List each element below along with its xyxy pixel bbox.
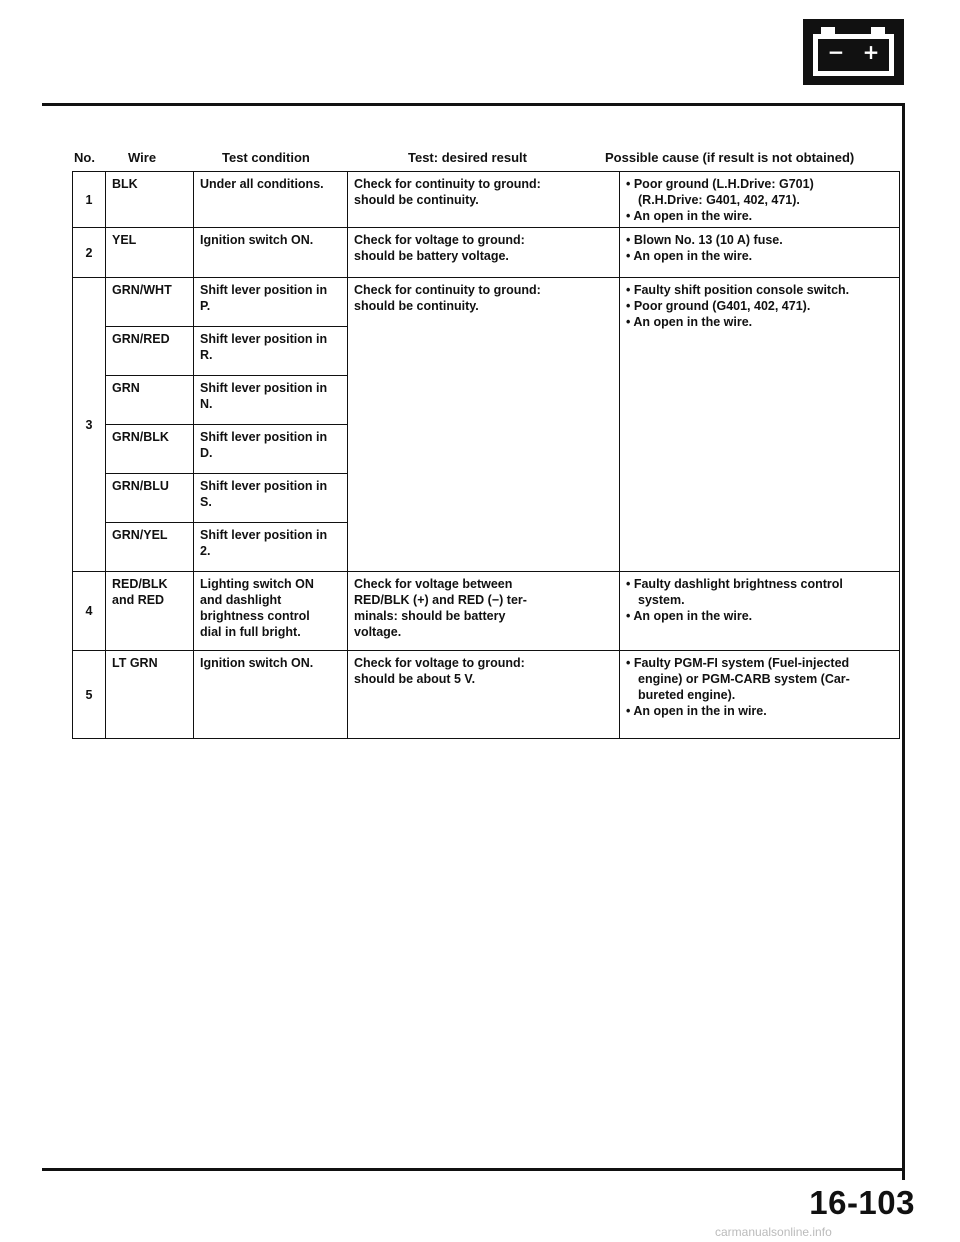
- right-rule: [902, 103, 905, 1180]
- condition-cell-line: Shift lever position in: [200, 332, 328, 346]
- condition-cell-line: Ignition switch ON.: [200, 233, 314, 247]
- cause-cell-line: • An open in the wire.: [626, 609, 753, 623]
- result-cell: [348, 572, 620, 651]
- cause-cell-line: • Faulty PGM-FI system (Fuel-injected: [626, 656, 850, 670]
- cause-cell: [620, 172, 900, 228]
- header-test-condition: Test condition: [222, 150, 310, 165]
- header-no: No.: [74, 150, 95, 165]
- table-row: [73, 172, 900, 228]
- cause-cell-line: engine) or PGM-CARB system (Car-: [638, 672, 850, 686]
- cause-cell-line: • Poor ground (G401, 402, 471).: [626, 299, 811, 313]
- battery-icon: [803, 19, 904, 85]
- condition-cell-line: D.: [200, 446, 213, 460]
- wire-cell-line: and RED: [112, 593, 165, 607]
- row-number: 1: [73, 172, 106, 228]
- result-cell-line: Check for continuity to ground:: [354, 283, 541, 297]
- result-cell-line: should be continuity.: [354, 193, 479, 207]
- condition-cell-line: and dashlight: [200, 593, 282, 607]
- page-number: 16-103: [809, 1184, 915, 1221]
- condition-cell-line: Shift lever position in: [200, 283, 328, 297]
- cause-cell-line: • An open in the wire.: [626, 315, 753, 329]
- watermark: carmanualsonline.info: [715, 1225, 832, 1239]
- result-cell: [348, 651, 620, 739]
- row-number: 3: [73, 278, 106, 572]
- condition-cell-line: P.: [200, 299, 211, 313]
- cause-cell-line: • Faulty shift position console switch.: [626, 283, 850, 297]
- wire-cell: [106, 425, 194, 474]
- result-cell-line: Check for voltage to ground:: [354, 656, 525, 670]
- wire-cell-line: GRN/YEL: [112, 528, 168, 542]
- test-table: [72, 171, 900, 739]
- wire-cell-line: GRN/BLK: [112, 430, 169, 444]
- result-cell: [348, 228, 620, 278]
- result-cell: [348, 278, 620, 572]
- result-cell-line: minals: should be battery: [354, 609, 506, 623]
- wire-cell: [106, 474, 194, 523]
- wire-cell: [106, 523, 194, 572]
- cause-cell: [620, 651, 900, 739]
- wire-cell-line: GRN/BLU: [112, 479, 169, 493]
- condition-cell: [194, 572, 348, 651]
- column-headers: [0, 150, 960, 170]
- condition-cell-line: Shift lever position in: [200, 430, 328, 444]
- condition-cell: [194, 327, 348, 376]
- wire-cell-line: BLK: [112, 177, 138, 191]
- condition-cell-line: Lighting switch ON: [200, 577, 314, 591]
- row-number: 5: [73, 651, 106, 739]
- condition-cell: [194, 172, 348, 228]
- wire-cell: [106, 376, 194, 425]
- bottom-rule: [42, 1168, 905, 1171]
- result-cell: [348, 172, 620, 228]
- wire-cell: [106, 228, 194, 278]
- result-cell-line: Check for voltage to ground:: [354, 233, 525, 247]
- cause-cell-line: (R.H.Drive: G401, 402, 471).: [638, 193, 800, 207]
- wire-cell: [106, 572, 194, 651]
- wire-cell: [106, 278, 194, 327]
- result-cell-line: should be battery voltage.: [354, 249, 509, 263]
- wire-cell-line: LT GRN: [112, 656, 158, 670]
- row-number: 2: [73, 228, 106, 278]
- condition-cell: [194, 651, 348, 739]
- cause-cell-line: bureted engine).: [638, 688, 736, 702]
- table-row: [73, 228, 900, 278]
- condition-cell-line: brightness control: [200, 609, 310, 623]
- wire-cell-line: GRN/WHT: [112, 283, 172, 297]
- table-body: [73, 172, 900, 739]
- cause-cell-line: • An open in the wire.: [626, 249, 753, 263]
- cause-cell: [620, 278, 900, 572]
- wire-cell: [106, 651, 194, 739]
- result-cell-line: should be continuity.: [354, 299, 479, 313]
- cause-cell-line: • Poor ground (L.H.Drive: G701): [626, 177, 814, 191]
- condition-cell-line: S.: [200, 495, 212, 509]
- result-cell-line: Check for continuity to ground:: [354, 177, 541, 191]
- condition-cell: [194, 474, 348, 523]
- header-possible-cause: Possible cause (if result is not obtained): [605, 150, 855, 165]
- condition-cell: [194, 425, 348, 474]
- wire-cell-line: RED/BLK: [112, 577, 168, 591]
- condition-cell-line: N.: [200, 397, 213, 411]
- cause-cell-line: • An open in the wire.: [626, 209, 753, 223]
- condition-cell: [194, 523, 348, 572]
- condition-cell-line: Shift lever position in: [200, 479, 328, 493]
- condition-cell-line: dial in full bright.: [200, 625, 301, 639]
- cause-cell-line: • Faulty dashlight brightness control: [626, 577, 843, 591]
- cause-cell: [620, 228, 900, 278]
- condition-cell-line: R.: [200, 348, 213, 362]
- table-row: [73, 278, 900, 327]
- table-row: [73, 572, 900, 651]
- result-cell-line: RED/BLK (+) and RED (−) ter-: [354, 593, 527, 607]
- result-cell-line: should be about 5 V.: [354, 672, 476, 686]
- cause-cell-line: • Blown No. 13 (10 A) fuse.: [626, 233, 783, 247]
- condition-cell: [194, 376, 348, 425]
- condition-cell: [194, 278, 348, 327]
- header-desired-result: Test: desired result: [408, 150, 527, 165]
- wire-cell: [106, 172, 194, 228]
- condition-cell-line: 2.: [200, 544, 211, 558]
- condition-cell-line: Ignition switch ON.: [200, 656, 314, 670]
- battery-minus-symbol: −: [827, 40, 845, 64]
- wire-cell-line: GRN/RED: [112, 332, 170, 346]
- condition-cell-line: Shift lever position in: [200, 381, 328, 395]
- battery-plus-symbol: +: [862, 40, 880, 64]
- table-row: [73, 651, 900, 739]
- cause-cell-line: system.: [638, 593, 685, 607]
- wire-cell-line: GRN: [112, 381, 140, 395]
- result-cell-line: voltage.: [354, 625, 402, 639]
- wire-cell: [106, 327, 194, 376]
- header-wire: Wire: [128, 150, 157, 165]
- cause-cell: [620, 572, 900, 651]
- cause-cell-line: • An open in the in wire.: [626, 704, 767, 718]
- row-number: 4: [73, 572, 106, 651]
- result-cell-line: Check for voltage between: [354, 577, 513, 591]
- wire-cell-line: YEL: [112, 233, 137, 247]
- condition-cell-line: Under all conditions.: [200, 177, 324, 191]
- condition-cell-line: Shift lever position in: [200, 528, 328, 542]
- top-rule: [42, 103, 905, 106]
- condition-cell: [194, 228, 348, 278]
